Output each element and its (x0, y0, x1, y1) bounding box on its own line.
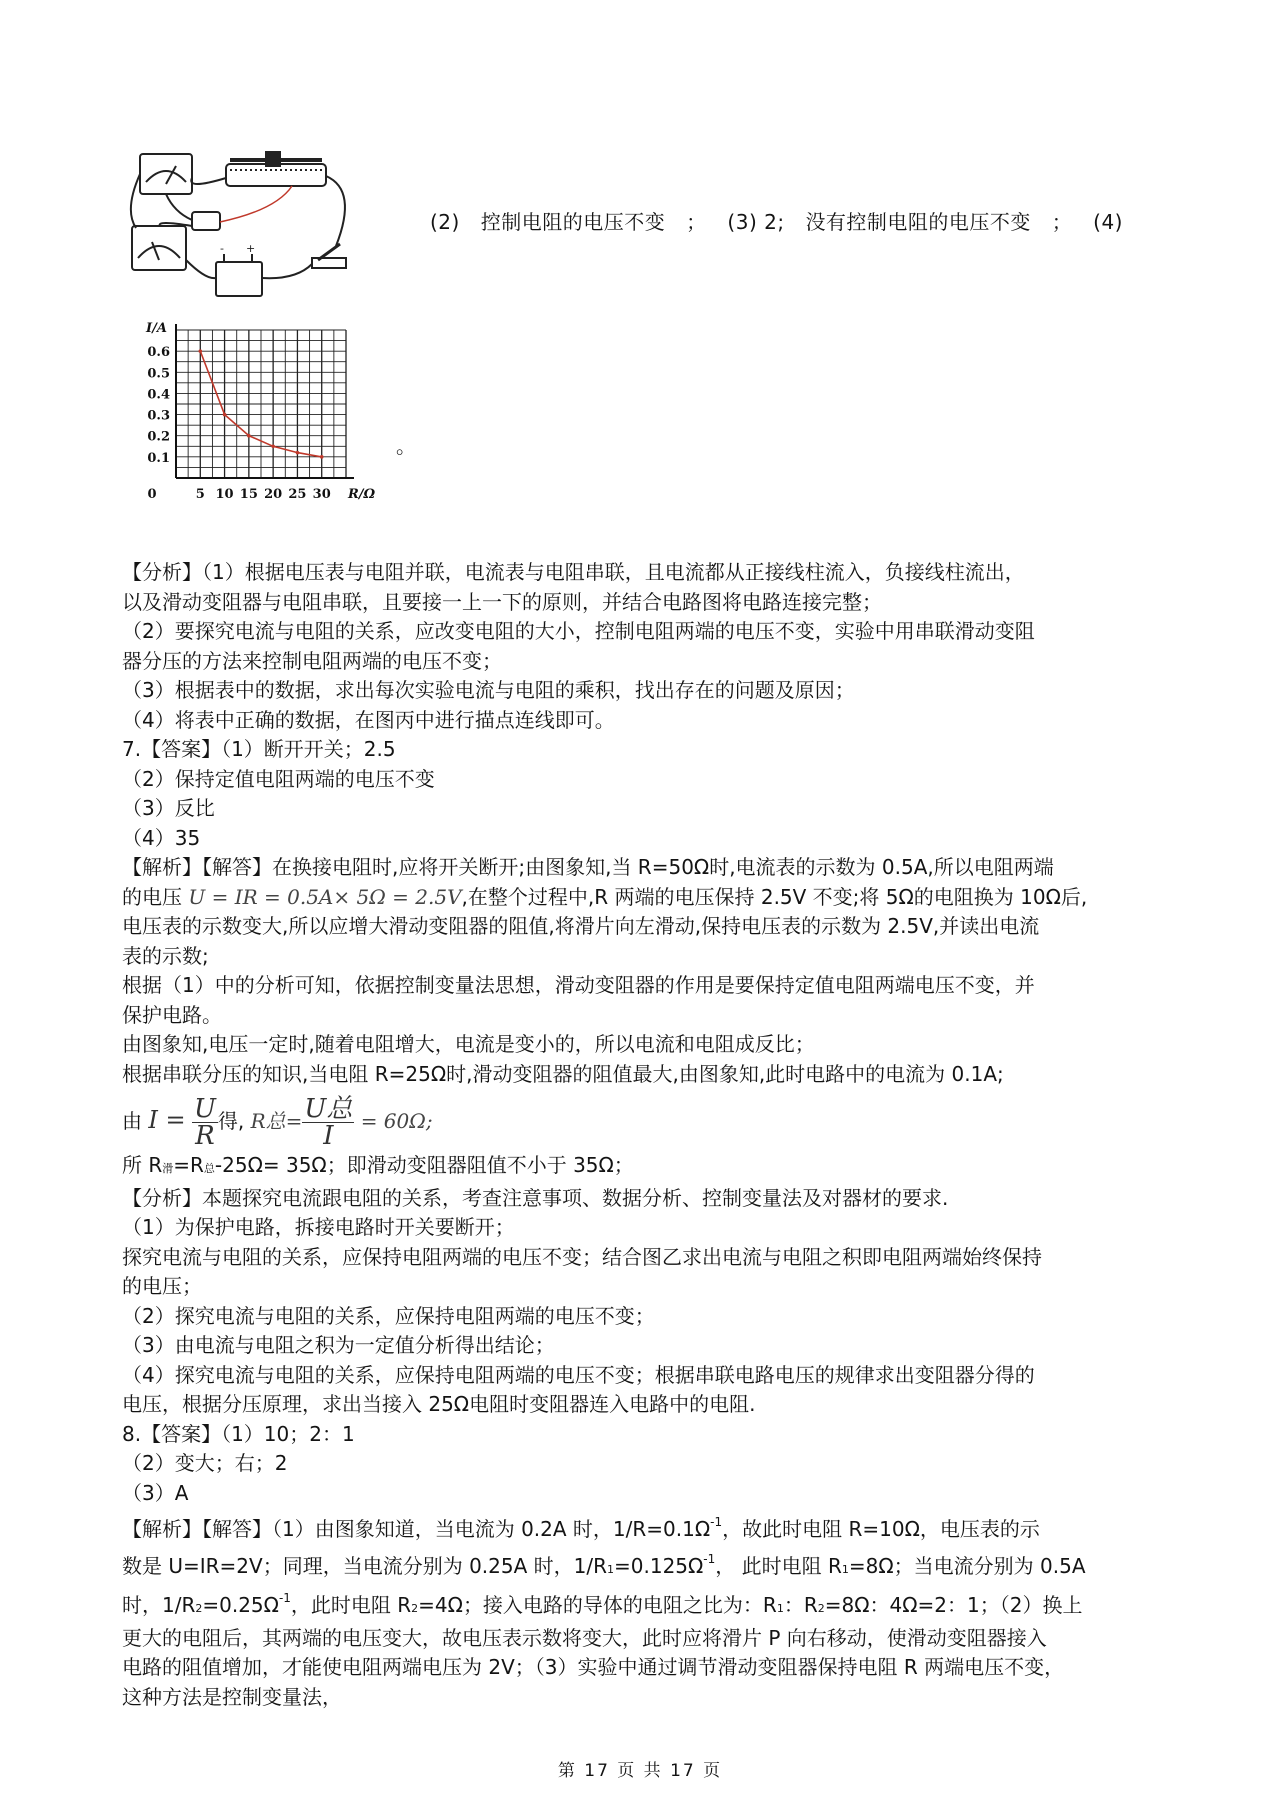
fraction-u-over-r: $\frac{U}{R}$ (193, 1094, 216, 1151)
part-2-answer: 控制电阻的电压不变 (480, 210, 666, 234)
y-tick-label: 0.6 (147, 345, 170, 361)
y-tick-label: 0.4 (147, 387, 170, 403)
data-point (296, 451, 300, 455)
text-line: 的电压； (122, 1274, 202, 1298)
text-line: 电压表的示数变大,所以应增大滑动变阻器的阻值,将滑片向左滑动,保持电压表的示数为 2.5V,并读出电流 (122, 914, 1040, 938)
svg-text:-: - (220, 242, 224, 255)
separator: ； (686, 210, 707, 234)
svg-text:+: + (246, 242, 256, 255)
text-line: 由图象知,电压一定时,随着电阻增大，电流是变小的，所以电流和电阻成反比； (122, 1032, 815, 1056)
circuit-illustration (126, 150, 396, 302)
text-line: （4）将表中正确的数据，在图丙中进行描点连线即可。 (122, 707, 615, 732)
text-line: （3）反比 (122, 796, 215, 820)
page-footer: 第 17 页 共 17 页 (557, 1761, 723, 1781)
text-line: 【分析】本题探究电流跟电阻的关系，考查注意事项、数据分析、控制变量法及对器材的要求. (122, 1185, 949, 1210)
answer-line (430, 206, 1137, 235)
part-3-label: (3) 2; (727, 210, 785, 234)
rheostat-result-line: 所 R滑=R总-25Ω= 35Ω；即滑动变阻器阻值不小于 35Ω； (122, 1153, 634, 1177)
battery (216, 262, 262, 296)
q8-line-4: 更大的电阻后，其两端的电压变大，故电压表示数将变大，此时应将滑片 P 向右移动，使滑动变阻器接入 (122, 1625, 1047, 1650)
q8-line-5: 电路的阻值增加，才能使电阻两端电压为 2V；（3）实验中通过调节滑动变阻器保持电阻 R 两端电压不变， (122, 1655, 1065, 1679)
text-line: 探究电流与电阻的关系，应保持电阻两端的电压不变；结合图乙求出电流与电阻之积即电阻两端始终保持 (122, 1244, 1042, 1269)
data-point (271, 444, 275, 448)
text-line: 【分析】（1）根据电压表与电阻并联，电流表与电阻串联，且电流都从正接线柱流入，负接线柱流出， (122, 560, 1025, 584)
x-tick-label: 10 (215, 487, 234, 502)
q8-line-3: 时，$1/R2=0.25\Omega^{-1}$，此时电阻 R2=4Ω；接入电路的导体的电阻之比为：R1：R2=8Ω：4Ω=2：1；（2）换上 (122, 1591, 1083, 1617)
body-text (122, 558, 1162, 1712)
x-tick-label: 30 (312, 487, 331, 502)
y-tick-label: 0.5 (147, 366, 170, 382)
fraction-u-total-over-i: $\frac{\text{U总}}{I}$ (304, 1094, 353, 1151)
text-line: （3）根据表中的数据，求出每次实验电流与电阻的乘积，找出存在的问题及原因； (122, 678, 855, 702)
x-tick-label: 5 (195, 487, 205, 502)
text-line: 表的示数; (122, 943, 209, 968)
separator: ； (1051, 210, 1073, 234)
text-line: 器分压的方法来控制电阻两端的电压不变； (122, 648, 502, 673)
y-axis-label: I/A (146, 321, 167, 336)
text-line: 根据串联分压的知识,当电阻 R=25Ω时,滑动变阻器的阻值最大,由图象知,此时电路中的电流为 0.1A; (122, 1061, 1004, 1086)
text-line: 以及滑动变阻器与电阻串联，且要接一上一下的原则，并结合电路图将电路连接完整； (122, 589, 882, 614)
q8-line-1: 【解析】【解答】（1）由图象知道，当电流为 0.2A 时，$1/R=0.1\Omega^{-1}$，故此时电阻 R=10Ω，电压表的示 (122, 1515, 1040, 1541)
current-resistance-graph (126, 318, 406, 543)
data-point (320, 455, 324, 459)
x-tick-label: 25 (288, 487, 307, 502)
data-point (247, 434, 251, 438)
text-line: （3）由电流与电阻之积为一定值分析得出结论； (122, 1333, 555, 1357)
text-line: 根据（1）中的分析可知，依据控制变量法思想，滑动变阻器的作用是要保持定值电阻两端电压不变，并 (122, 973, 1035, 997)
part-2-label: (2) (430, 210, 460, 234)
text-line: （2）探究电流与电阻的关系，应保持电阻两端的电压不变； (122, 1303, 655, 1328)
voltage-formula: U = IR = 0.5A× 5Ω = 2.5V (188, 884, 462, 909)
data-point (198, 349, 202, 353)
text-line: 8.【答案】（1）10；2：1 (122, 1421, 355, 1446)
part-4-label: (4) (1093, 210, 1123, 234)
text-line: （2）要探究电流与电阻的关系，应改变电阻的大小，控制电阻两端的电压不变，实验中用串联滑动变阻 (122, 619, 1035, 643)
text-line: （1）为保护电路，拆接电路时开关要断开； (122, 1215, 515, 1239)
ammeter (132, 226, 186, 270)
y-tick-label: 0.1 (147, 450, 170, 466)
text-line: 【解析】【解答】在换接电阻时,应将开关断开;由图象知,当 R=50Ω时,电流表的示数为 0.5A,所以电阻两端 (122, 855, 1054, 879)
q8-line-2: 数是 U=IR=2V；同理，当电流分别为 0.25A 时，$1/R1=0.125\Omega^{-1}$， 此时电阻 R1=8Ω；当电流分别为 0.5A (122, 1551, 1086, 1578)
x-axis-label: R/Ω (348, 487, 376, 502)
text-line: 电压，根据分压原理，求出当接入 25Ω电阻时变阻器连入电路中的电阻. (122, 1392, 756, 1416)
data-point (223, 413, 227, 417)
y-tick-label: 0.3 (147, 408, 170, 424)
voltmeter (140, 154, 192, 194)
text-line: （2）保持定值电阻两端的电压不变 (122, 766, 435, 791)
text-line: 保护电路。 (122, 1002, 222, 1027)
origin-label: 0 (147, 487, 157, 502)
x-tick-label: 15 (239, 487, 258, 502)
y-tick-label: 0.2 (147, 429, 170, 445)
formula-line-2: 由 I = $\frac{U}{R}$ 得, R总= $\frac{\text{U总}}{I}$ = 60Ω; (122, 1094, 433, 1151)
text-line: （4）探究电流与电阻的关系，应保持电阻两端的电压不变；根据串联电路电压的规律求出变阻器分得的 (122, 1362, 1035, 1387)
graph-period: 。 (396, 434, 416, 458)
part-3-answer: 没有控制电阻的电压不变 (805, 210, 1031, 234)
text-line: （3）A (122, 1480, 189, 1505)
q8-line-6: 这种方法是控制变量法， (122, 1684, 342, 1709)
text-line: 7.【答案】（1）断开开关；2.5 (122, 737, 396, 761)
rheostat (226, 164, 326, 186)
x-tick-label: 20 (264, 487, 283, 502)
text-line: （4）35 (122, 825, 201, 850)
text-line: （2）变大；右；2 (122, 1451, 288, 1475)
formula-line-1: 的电压 U = IR = 0.5A× 5Ω = 2.5V,在整个过程中,R 两端的电压保持 2.5V 不变;将 5Ω的电阻换为 10Ω后, (122, 884, 1088, 909)
